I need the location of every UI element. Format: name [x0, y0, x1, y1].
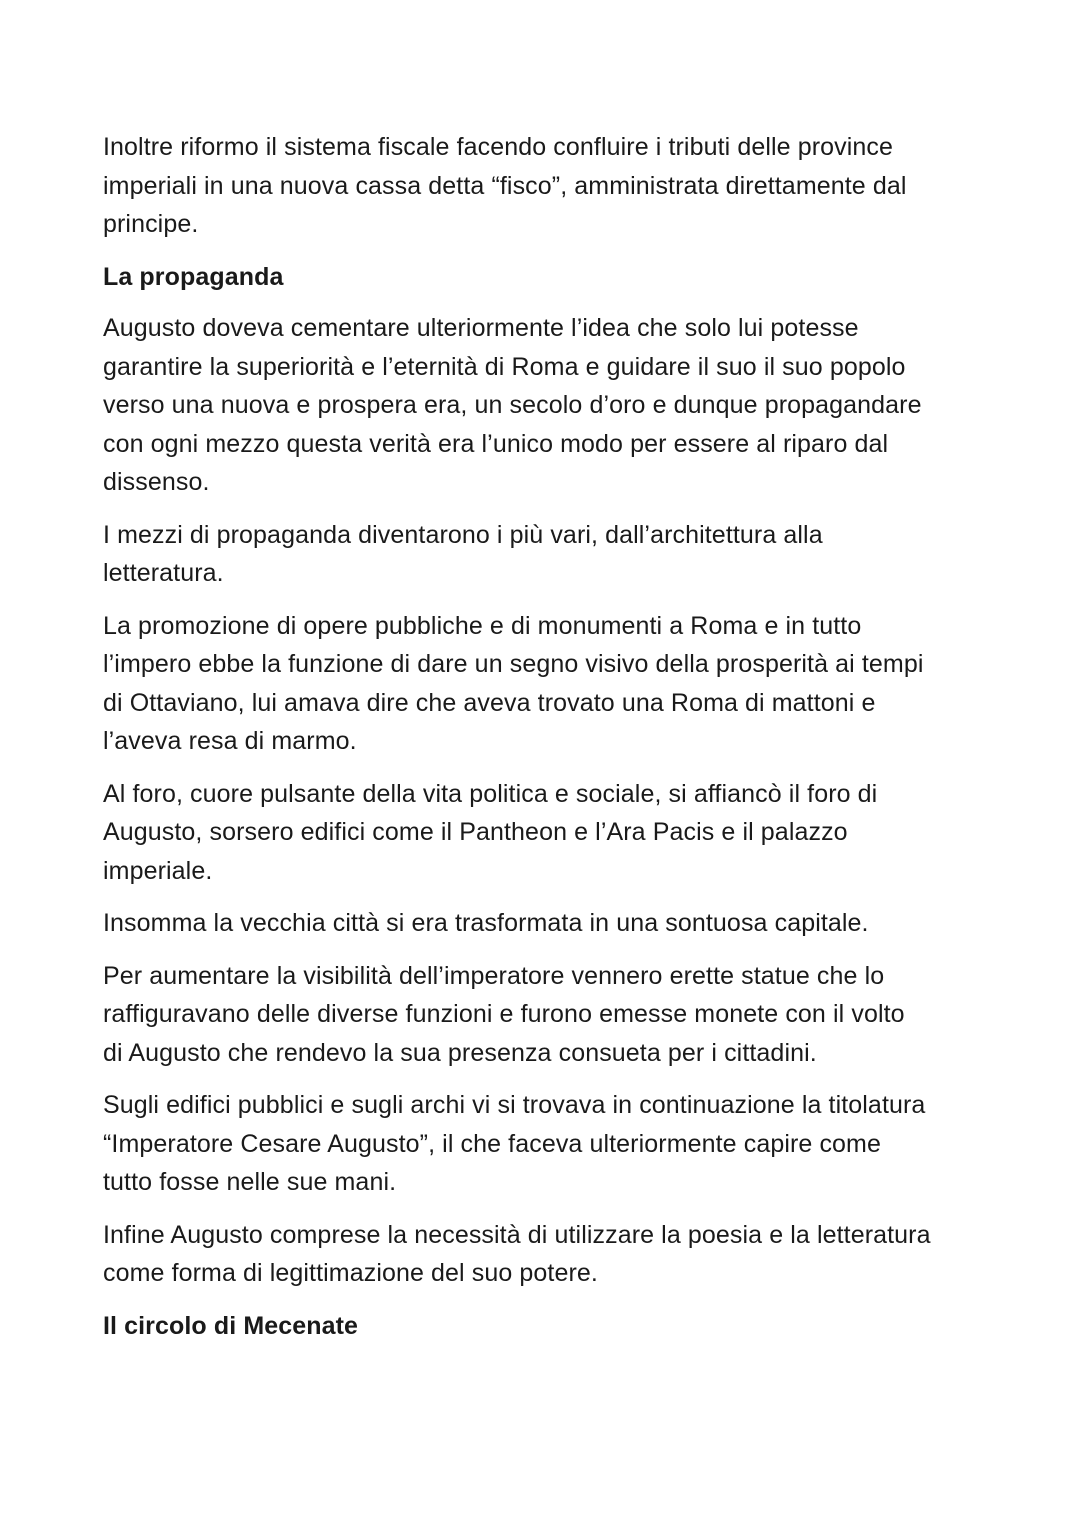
text-line: “Imperatore Cesare Augusto”, il che faceva ulteriormente capire come	[103, 1129, 881, 1158]
text-line: principe.	[103, 210, 199, 238]
paragraph-visibility	[103, 957, 983, 1073]
text-line: La promozione di opere pubbliche e di monumenti a Roma e in tutto	[103, 611, 862, 640]
text-line: Per aumentare la visibilità dell’imperatore vennero erette statue che lo	[103, 961, 885, 990]
text-line: imperiale.	[103, 856, 213, 885]
text-line: garantire la superiorità e l’eternità di Roma e guidare il suo il suo popolo	[103, 352, 906, 381]
document-page	[103, 128, 983, 1358]
text-line: Inoltre riformo il sistema fiscale facendo confluire i tributi delle province	[103, 133, 893, 161]
text-line: Insomma la vecchia città si era trasformata in una sontuosa capitale.	[103, 909, 869, 937]
text-line: di Ottaviano, lui amava dire che aveva trovato una Roma di mattoni e	[103, 688, 876, 717]
text-line: Infine Augusto comprese la necessità di utilizzare la poesia e la letteratura	[103, 1220, 931, 1249]
paragraph-capital	[103, 904, 983, 943]
text-line: l’aveva resa di marmo.	[103, 727, 357, 755]
paragraph-augusto-idea	[103, 309, 983, 502]
paragraph-titolatura	[103, 1086, 983, 1202]
text-line: Sugli edifici pubblici e sugli archi vi si trovava in continuazione la titolatura	[103, 1091, 926, 1119]
paragraph-forum	[103, 775, 983, 891]
paragraph-fiscal-reform	[103, 128, 983, 244]
paragraph-propaganda-means	[103, 516, 983, 593]
text-line: Al foro, cuore pulsante della vita politica e sociale, si affiancò il foro di	[103, 779, 878, 808]
text-line: letteratura.	[103, 559, 224, 587]
text-line: come forma di legittimazione del suo potere.	[103, 1259, 598, 1287]
text-line: Augusto, sorsero edifici come il Pantheon e l’Ara Pacis e il palazzo	[103, 818, 848, 846]
text-line: dissenso.	[103, 468, 210, 496]
text-line: Augusto doveva cementare ulteriormente l’idea che solo lui potesse	[103, 314, 859, 342]
text-line: con ogni mezzo questa verità era l’unico modo per essere al riparo dal	[103, 429, 889, 458]
text-line: di Augusto che rendevo la sua presenza consueta per i cittadini.	[103, 1038, 817, 1067]
section-heading-propaganda	[103, 258, 983, 297]
paragraph-public-works	[103, 607, 983, 761]
heading-text: Il circolo di Mecenate	[103, 1311, 359, 1340]
section-heading-mecenate	[103, 1307, 983, 1346]
text-line: raffiguravano delle diverse funzioni e furono emesse monete con il volto	[103, 1000, 905, 1028]
text-line: verso una nuova e prospera era, un secolo d’oro e dunque propagandare	[103, 391, 922, 419]
text-line: imperiali in una nuova cassa detta “fisco”, amministrata direttamente dal	[103, 171, 907, 200]
text-line: tutto fosse nelle sue mani.	[103, 1168, 397, 1196]
paragraph-poetry	[103, 1216, 983, 1293]
text-line: l’impero ebbe la funzione di dare un segno visivo della prosperità ai tempi	[103, 650, 924, 678]
heading-text: La propaganda	[103, 262, 284, 291]
text-line: I mezzi di propaganda diventarono i più vari, dall’architettura alla	[103, 520, 823, 549]
